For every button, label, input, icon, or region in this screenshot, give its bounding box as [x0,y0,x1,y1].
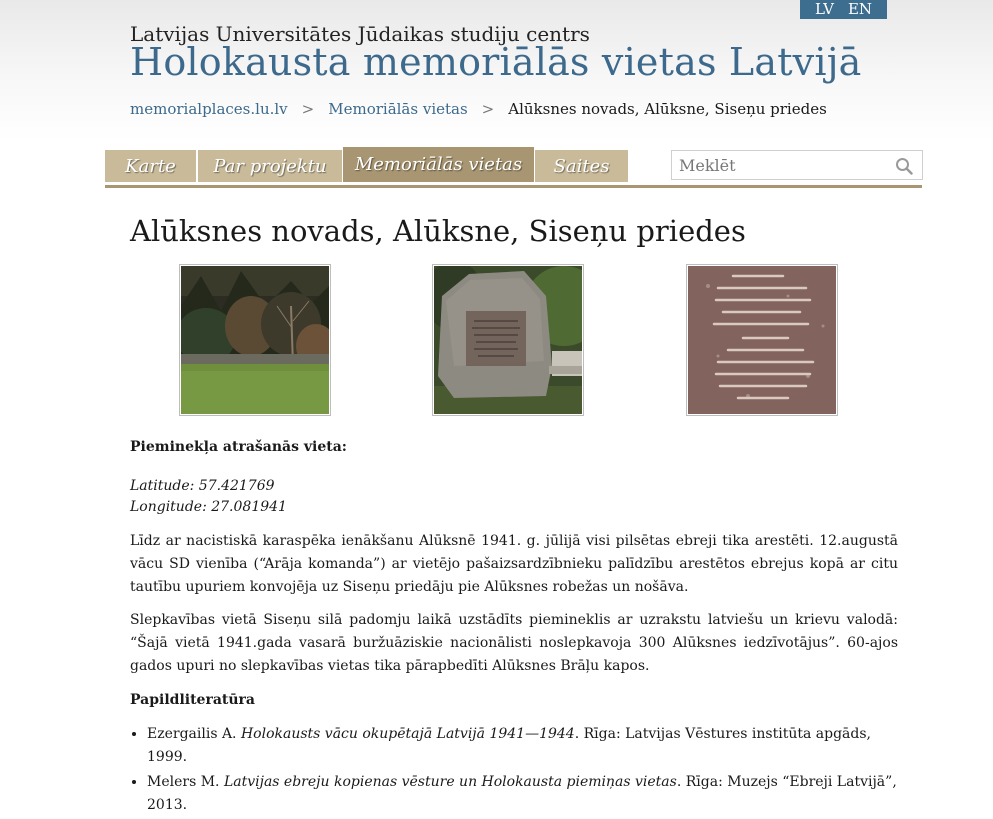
search-input[interactable] [672,151,894,179]
references-heading: Papildliteratūra [130,692,255,708]
coordinates [130,476,287,518]
references-list [130,723,915,819]
breadcrumb-home-link[interactable]: memorialplaces.lu.lv [130,100,288,118]
breadcrumb-separator: > [481,100,495,118]
photo-thumbnail-plaque[interactable] [686,264,838,416]
list-item [147,723,915,769]
lang-lv-link[interactable]: LV [814,0,834,18]
reference-title: Holokausts vācu okupētajā Latvijā 1941—1944 [240,726,575,742]
photo-thumbnail-memorial-stone[interactable] [432,264,584,416]
reference-author: Ezergailis A. [147,726,241,742]
search-icon[interactable] [895,157,913,175]
breadcrumb-separator: > [301,100,315,118]
breadcrumb-current: Alūksnes novads, Alūksne, Siseņu priedes [508,100,827,118]
search-box [671,150,923,180]
history-paragraph-1: Līdz ar nacistiskā karaspēka ienākšanu Alūksnē 1941. g. jūlijā visi pilsētas ebreji tika arestēti. 12.augustā vācu SD vienība (“Arāja komanda”) ar vietējo pašaizsardzībnieku palīdzību arestētos ebrejus kopā ar citu tautību upuriem konvojēja uz Siseņu priedāju pie Alūksnes robežas un nošāva. [130,533,898,595]
tab-par-projektu[interactable]: Par projektu [198,150,342,182]
location-label: Pieminekļa atrašanās vieta: [130,439,347,455]
longitude-value: Longitude: 27.081941 [130,499,287,515]
page-title: Alūksnes novads, Alūksne, Siseņu priedes [130,214,746,248]
reference-title: Latvijas ebreju kopienas vēsture un Holokausta piemiņas vietas [223,774,677,790]
list-item [147,771,915,817]
history-paragraph-2: Slepkavības vietā Siseņu silā padomju laikā uzstādīts piemineklis ar uzrakstu latviešu un krievu valodā: “Šajā vietā 1941.gada vasarā buržuāziskie nacionālisti noslepkavoja 300 Alūksnes iedzīvotājus”. 60-ajos gados upuri no slepkavības vietas tika pārapbedīti Alūksnes Brāļu kapos. [130,612,898,674]
photo-thumbnail-forest[interactable] [179,264,331,416]
memorial-stone-image [434,266,582,414]
language-switcher [800,0,887,19]
reference-publisher: . Rīga: Muzejs “Ebreji Latvijā”, 2013. [147,774,897,813]
tab-saites[interactable]: Saites [535,150,628,182]
lang-en-link[interactable]: EN [847,0,873,18]
latitude-value: Latitude: 57.421769 [130,478,275,494]
breadcrumb-memorial-places-link[interactable]: Memoriālās vietas [328,100,468,118]
organization-name: Latvijas Universitātes Jūdaikas studiju centrs [130,22,590,46]
reference-publisher: . Rīga: Latvijas Vēstures institūta apgāds, 1999. [147,726,871,765]
tab-karte[interactable]: Karte [105,150,196,182]
site-title[interactable]: Holokausta memoriālās vietas Latvijā [130,40,862,84]
plaque-closeup-image [688,266,836,414]
tab-memorialas-vietas[interactable]: Memoriālās vietas [343,147,534,182]
breadcrumb [130,100,827,118]
reference-author: Melers M. [147,774,224,790]
forest-clearing-image [181,266,329,414]
